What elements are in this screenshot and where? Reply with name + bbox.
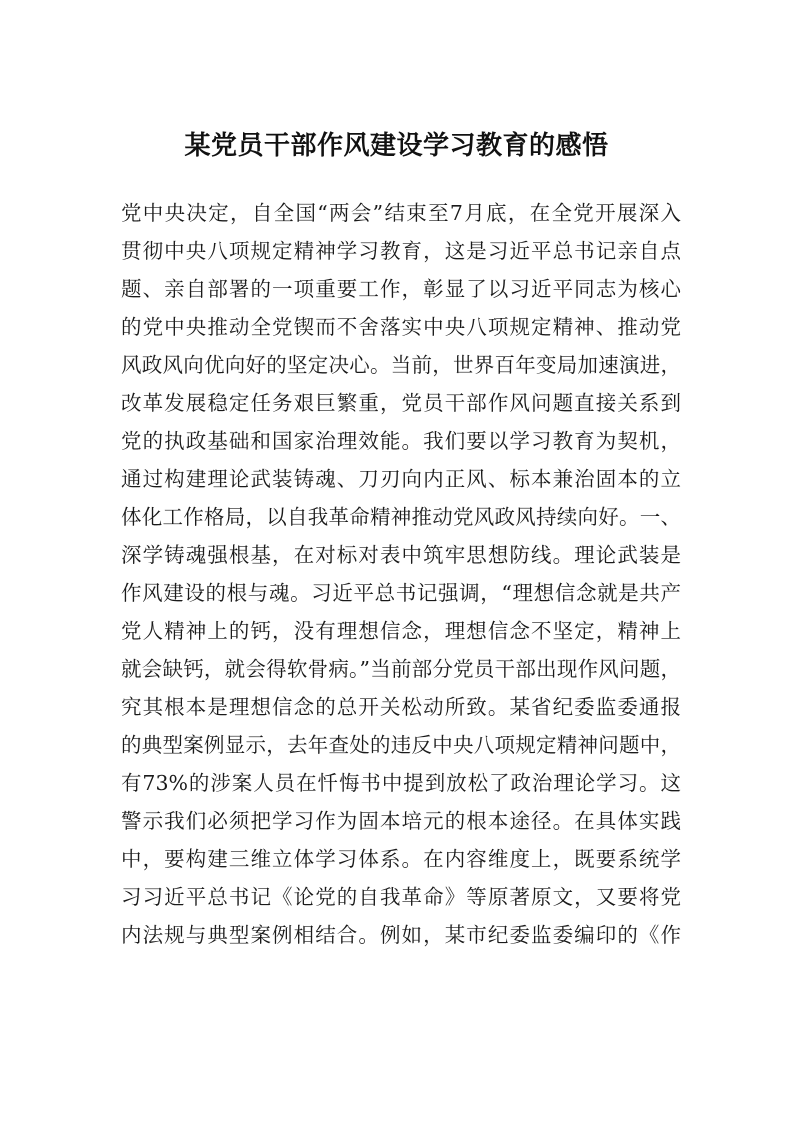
body-line: 的典型案例显示，去年查处的违反中央八项规定精神问题中， [121, 733, 681, 757]
body-line: 究其根本是理想信念的总开关松动所致。某省纪委监委通报 [121, 695, 681, 719]
body-line: 深学铸魂强根基，在对标对表中筑牢思想防线。理论武装是 [121, 543, 681, 567]
body-line: 党的执政基础和国家治理效能。我们要以学习教育为契机， [121, 429, 681, 453]
body-line: 内法规与典型案例相结合。例如，某市纪委监委编印的《作 [121, 923, 681, 947]
body-line: 习习近平总书记《论党的自我革命》等原著原文，又要将党 [121, 885, 681, 909]
body-line: 通过构建理论武装铸魂、刀刃向内正风、标本兼治固本的立 [121, 467, 681, 491]
body-line: 改革发展稳定任务艰巨繁重，党员干部作风问题直接关系到 [121, 391, 681, 415]
body-line: 党中央决定，自全国“两会”结束至7月底，在全党开展深入 [121, 201, 681, 225]
body-line: 就会缺钙，就会得软骨病。”当前部分党员干部出现作风问题， [121, 657, 681, 681]
body-line: 中，要构建三维立体学习体系。在内容维度上，既要系统学 [121, 847, 681, 871]
document-body [121, 194, 681, 954]
body-line: 贯彻中央八项规定精神学习教育，这是习近平总书记亲自点 [121, 239, 681, 263]
body-line: 题、亲自部署的一项重要工作，彰显了以习近平同志为核心 [121, 277, 681, 301]
body-line: 有73%的涉案人员在忏悔书中提到放松了政治理论学习。这 [121, 771, 681, 795]
body-line: 警示我们必须把学习作为固本培元的根本途径。在具体实践 [121, 809, 681, 833]
body-line: 体化工作格局，以自我革命精神推动党风政风持续向好。一、 [121, 505, 681, 529]
body-line: 风政风向优向好的坚定决心。当前，世界百年变局加速演进， [121, 353, 681, 377]
document-title: 某党员干部作风建设学习教育的感悟 [184, 131, 609, 161]
body-line: 作风建设的根与魂。习近平总书记强调，“理想信念就是共产 [121, 581, 681, 605]
body-line: 的党中央推动全党锲而不舍落实中央八项规定精神、推动党 [121, 315, 681, 339]
body-line: 党人精神上的钙，没有理想信念，理想信念不坚定，精神上 [121, 619, 681, 643]
